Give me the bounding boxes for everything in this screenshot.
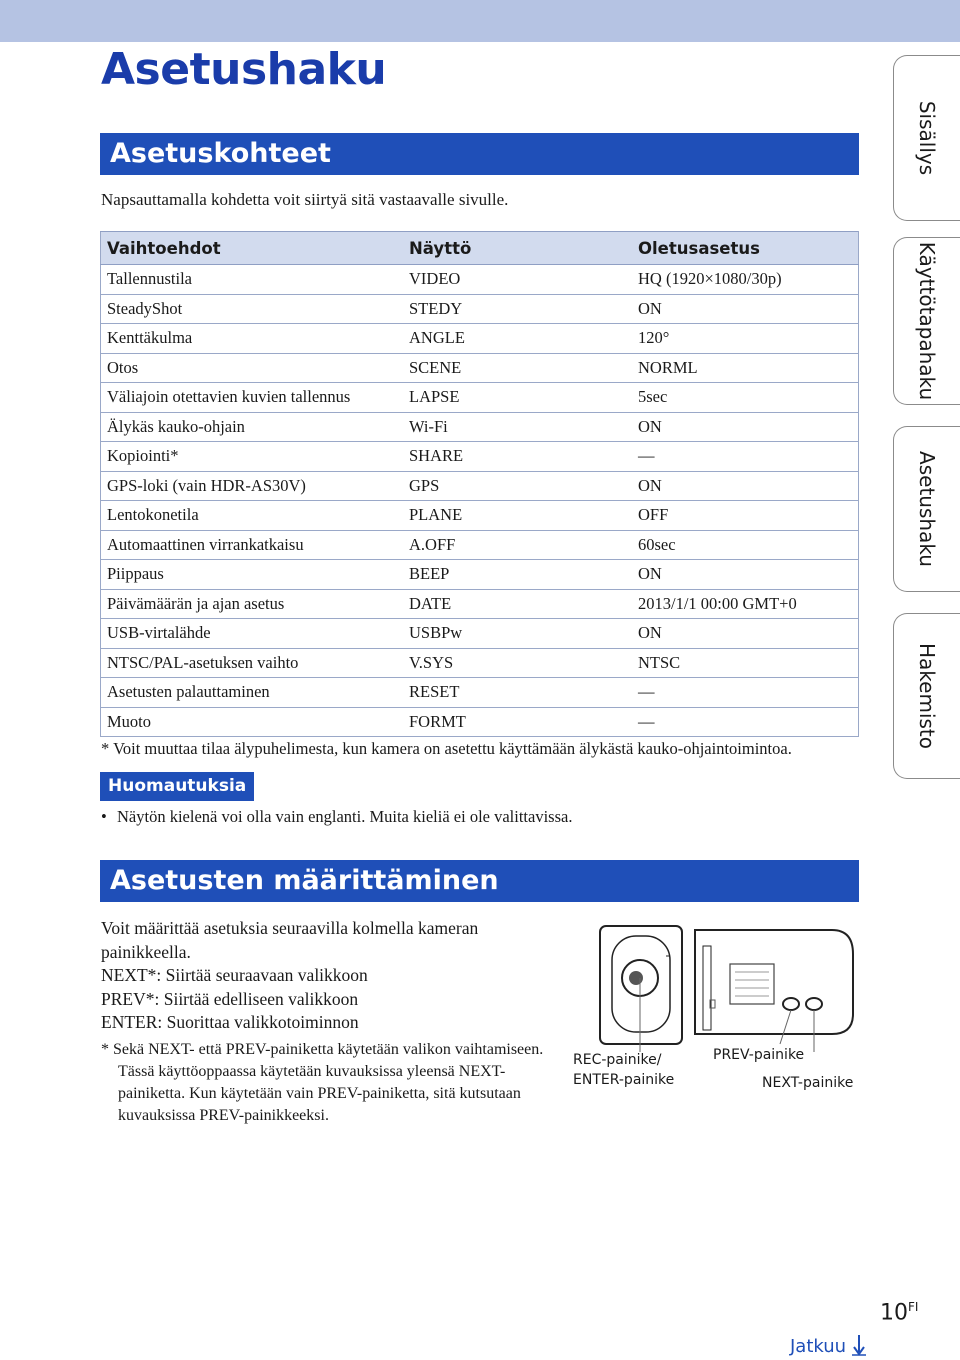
- button-footnote: * Sekä NEXT- että PREV-painiketta käytetään valikon vaihtamiseen. Tässä käyttöoppaassa käytetään kuvauksissa yleensä NEXT-painiketta. Kun käytetään vain PREV-painiketta, sitä kutsutaan kuvauksissa PREV-painikkeeksi.: [101, 1040, 544, 1124]
- display-cell: SCENE: [403, 353, 632, 383]
- table-row[interactable]: [101, 412, 859, 442]
- column-header: Vaihtoehdot: [101, 232, 404, 265]
- table-row[interactable]: [101, 353, 859, 383]
- enter-label: ENTER-painike: [573, 1072, 675, 1088]
- display-cell: GPS: [403, 471, 632, 501]
- table-row[interactable]: [101, 560, 859, 590]
- continue-label: Jatkuu: [790, 1336, 847, 1357]
- option-cell: SteadyShot: [101, 294, 404, 324]
- section-heading-configuring-settings: Asetusten määrittäminen: [100, 860, 859, 902]
- option-cell: Muoto: [101, 707, 404, 737]
- default-cell: 2013/1/1 00:00 GMT+0: [632, 589, 859, 619]
- default-cell: 5sec: [632, 383, 859, 413]
- default-cell: —: [632, 678, 859, 708]
- next-button-shape: [806, 998, 822, 1010]
- table-row[interactable]: [101, 265, 859, 295]
- default-cell: ON: [632, 560, 859, 590]
- default-cell: —: [632, 707, 859, 737]
- notes-heading: Huomautuksia: [100, 772, 254, 801]
- table-row[interactable]: [101, 471, 859, 501]
- option-cell: Piippaus: [101, 560, 404, 590]
- option-cell: Automaattinen virrankatkaisu: [101, 530, 404, 560]
- table-row[interactable]: [101, 501, 859, 531]
- option-cell: NTSC/PAL-asetuksen vaihto: [101, 648, 404, 678]
- tab-label: Hakemisto: [915, 642, 939, 750]
- note-text: Näytön kielenä voi olla vain englanti. Muita kieliä ei ole valittavissa.: [117, 807, 573, 826]
- display-cell: FORMT: [403, 707, 632, 737]
- table-header-row: [101, 232, 859, 265]
- display-cell: RESET: [403, 678, 632, 708]
- table-row[interactable]: [101, 707, 859, 737]
- continue-link[interactable]: [790, 1334, 866, 1357]
- display-cell: VIDEO: [403, 265, 632, 295]
- display-cell: DATE: [403, 589, 632, 619]
- tab-operation-search[interactable]: [893, 237, 960, 405]
- section2-body: [101, 917, 551, 1127]
- table-row[interactable]: [101, 442, 859, 472]
- page-number-value: 10: [880, 1300, 908, 1326]
- body-line: Voit määrittää asetuksia seuraavilla kolmella kameran painikkeella.: [101, 918, 479, 962]
- page-number-suffix: FI: [908, 1300, 919, 1314]
- top-color-bar: [0, 0, 960, 42]
- option-cell: GPS-loki (vain HDR-AS30V): [101, 471, 404, 501]
- camera-illustration: [570, 916, 860, 1056]
- option-cell: Asetusten palauttaminen: [101, 678, 404, 708]
- option-cell: Otos: [101, 353, 404, 383]
- default-cell: OFF: [632, 501, 859, 531]
- default-cell: —: [632, 442, 859, 472]
- page-number: [880, 1300, 918, 1325]
- column-header: Näyttö: [403, 232, 632, 265]
- default-cell: ON: [632, 294, 859, 324]
- tab-label: Asetushaku: [915, 451, 939, 567]
- option-cell: Kenttäkulma: [101, 324, 404, 354]
- rec-label: REC-painike/: [573, 1052, 662, 1068]
- settings-table: [100, 231, 859, 737]
- option-cell: Päivämäärän ja ajan asetus: [101, 589, 404, 619]
- column-header: Oletusasetus: [632, 232, 859, 265]
- table-row[interactable]: [101, 294, 859, 324]
- display-cell: Wi-Fi: [403, 412, 632, 442]
- table-row[interactable]: [101, 530, 859, 560]
- display-cell: USBPw: [403, 619, 632, 649]
- option-cell: Tallennustila: [101, 265, 404, 295]
- prev-label: PREV-painike: [713, 1047, 805, 1063]
- display-cell: SHARE: [403, 442, 632, 472]
- table-row[interactable]: [101, 383, 859, 413]
- note-item: [101, 807, 572, 827]
- display-cell: BEEP: [403, 560, 632, 590]
- tab-label: Sisällys: [915, 100, 939, 176]
- body-line: PREV*: Siirtää edelliseen valikkoon: [101, 988, 359, 1009]
- default-cell: ON: [632, 412, 859, 442]
- option-cell: Kopiointi*: [101, 442, 404, 472]
- table-row[interactable]: [101, 648, 859, 678]
- body-line: NEXT*: Siirtää seuraavaan valikkoon: [101, 965, 368, 985]
- default-cell: ON: [632, 619, 859, 649]
- default-cell: 120°: [632, 324, 859, 354]
- section-heading-settings-items: Asetuskohteet: [100, 133, 859, 175]
- page-title: Asetushaku: [101, 44, 387, 95]
- default-cell: 60sec: [632, 530, 859, 560]
- tab-settings-search[interactable]: [893, 426, 960, 592]
- prev-button-shape: [783, 998, 799, 1010]
- option-cell: USB-virtalähde: [101, 619, 404, 649]
- default-cell: NORML: [632, 353, 859, 383]
- tab-index[interactable]: [893, 613, 960, 779]
- display-cell: PLANE: [403, 501, 632, 531]
- bullet-icon: •: [101, 807, 107, 826]
- table-footnote: * Voit muuttaa tilaa älypuhelimesta, kun kamera on asetettu käyttämään älykästä kauko-ohjaintoimintoa.: [101, 739, 792, 758]
- option-cell: Älykäs kauko-ohjain: [101, 412, 404, 442]
- table-row[interactable]: [101, 589, 859, 619]
- default-cell: ON: [632, 471, 859, 501]
- display-panel: [730, 964, 774, 1004]
- intro-text: Napsauttamalla kohdetta voit siirtyä sitä vastaavalle sivulle.: [101, 190, 509, 209]
- camera-diagram: [570, 916, 860, 1091]
- tab-contents[interactable]: [893, 55, 960, 221]
- display-cell: V.SYS: [403, 648, 632, 678]
- default-cell: NTSC: [632, 648, 859, 678]
- next-label: NEXT-painike: [762, 1075, 854, 1091]
- display-cell: ANGLE: [403, 324, 632, 354]
- display-cell: A.OFF: [403, 530, 632, 560]
- table-row[interactable]: [101, 678, 859, 708]
- option-cell: Lentokonetila: [101, 501, 404, 531]
- arrow-down-icon: [852, 1334, 866, 1356]
- tab-label: Käyttötapahaku: [915, 241, 939, 401]
- default-cell: HQ (1920×1080/30p): [632, 265, 859, 295]
- body-line: ENTER: Suorittaa valikkotoiminnon: [101, 1012, 359, 1032]
- display-cell: LAPSE: [403, 383, 632, 413]
- table-row[interactable]: [101, 619, 859, 649]
- option-cell: Väliajoin otettavien kuvien tallennus: [101, 383, 404, 413]
- display-cell: STEDY: [403, 294, 632, 324]
- table-row[interactable]: [101, 324, 859, 354]
